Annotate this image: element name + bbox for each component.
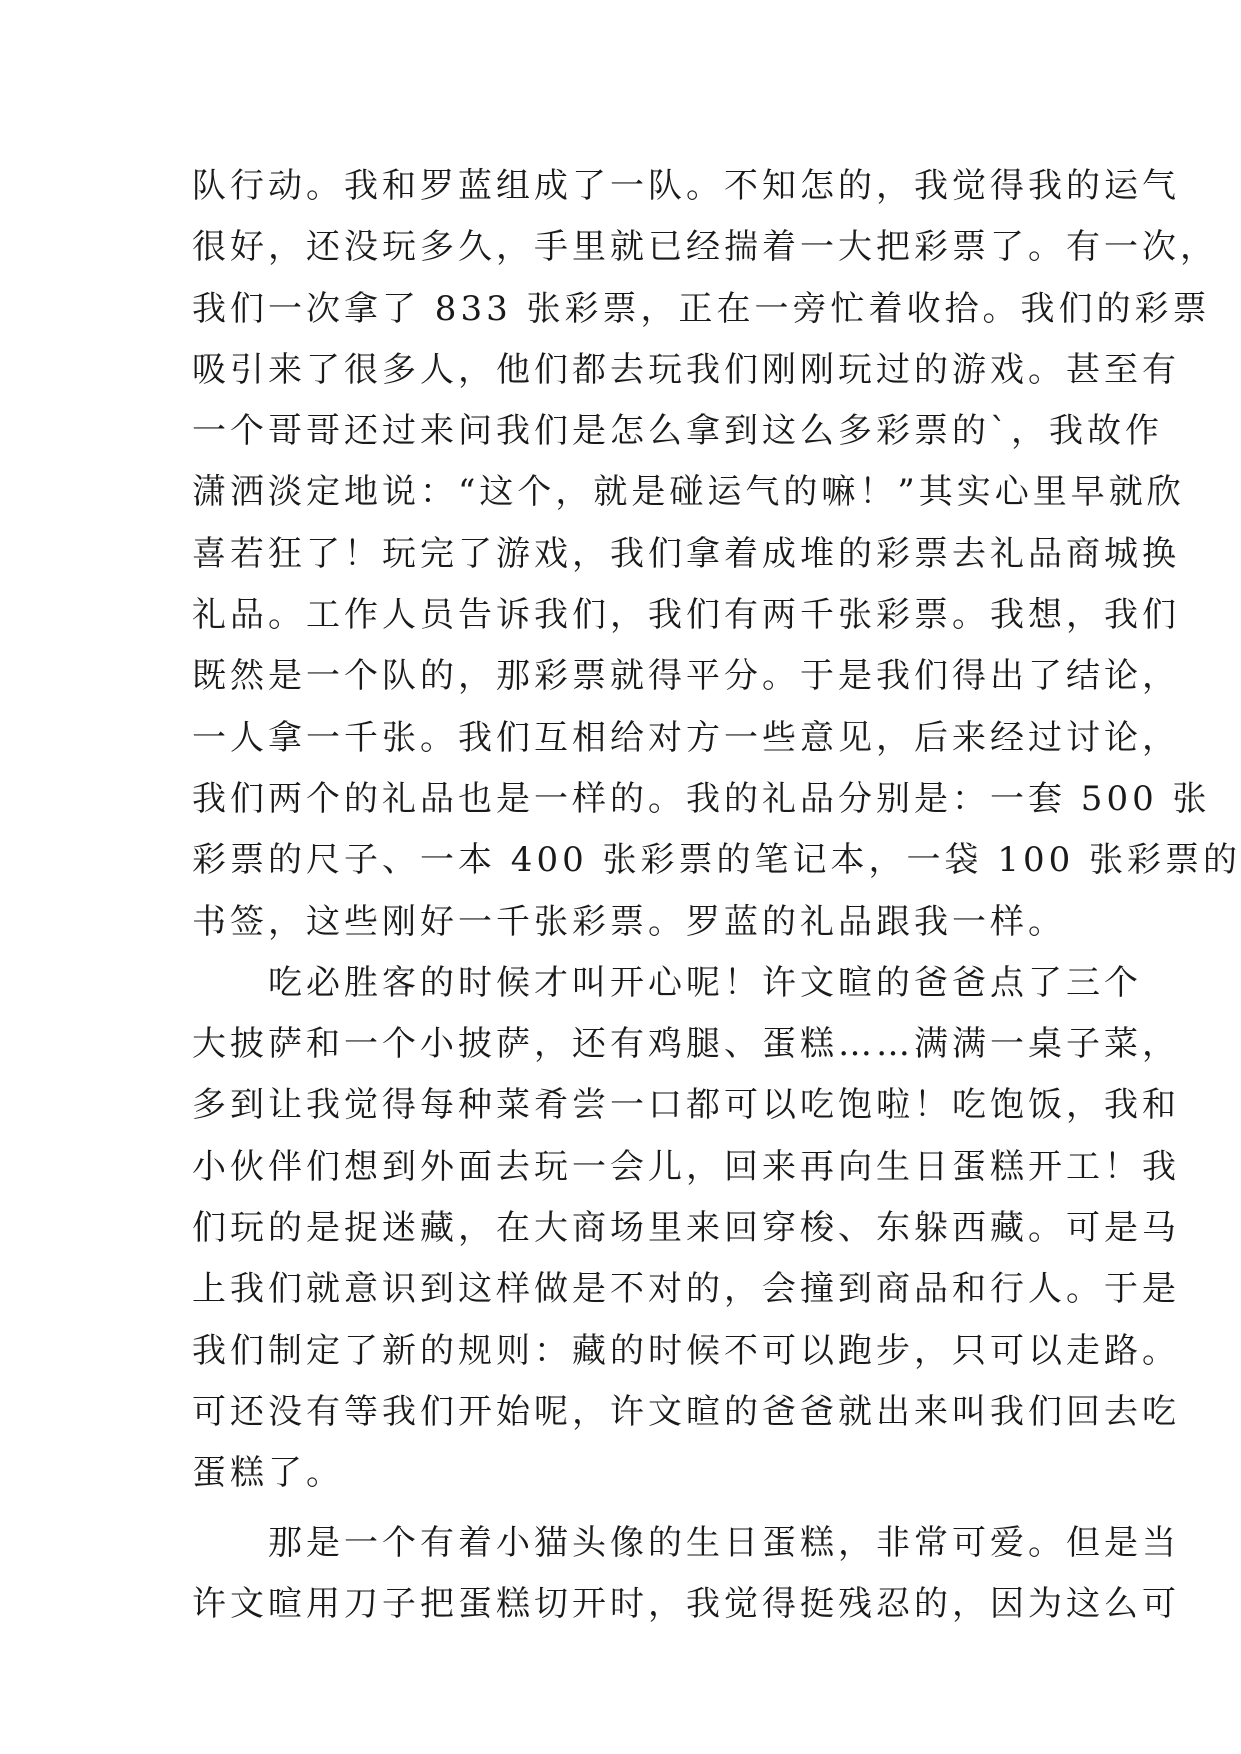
paragraph-3 [192,1513,1180,1636]
text-line: 我们制定了新的规则：藏的时候不可以跑步，只可以走路。 [192,1330,1180,1371]
paragraph-2 [192,953,1180,1505]
paragraph-1 [192,156,1241,953]
text-line: 吸引来了很多人，他们都去玩我们刚刚玩过的游戏。甚至有 [192,349,1180,390]
text-line: 队行动。我和罗蓝组成了一队。不知怎的，我觉得我的运气 [192,166,1180,206]
text-line: 我们两个的礼品也是一样的。我的礼品分别是：一套 500 张 [192,778,1211,819]
text-line: 彩票的尺子、一本 400 张彩票的笔记本，一袋 100 张彩票的 [192,840,1241,881]
text-line: 既然是一个队的，那彩票就得平分。于是我们得出了结论， [192,656,1180,697]
text-line: 们玩的是捉迷藏，在大商场里来回穿梭、东躲西藏。可是马 [192,1208,1180,1249]
body-text [192,156,1241,1635]
text-line: 礼品。工作人员告诉我们，我们有两千张彩票。我想，我们 [192,595,1180,636]
paragraph-spacer [192,1505,1072,1513]
text-line: 可还没有等我们开始呢，许文暄的爸爸就出来叫我们回去吃 [192,1391,1180,1432]
text-line: 小伙伴们想到外面去玩一会儿，回来再向生日蛋糕开工！我 [192,1146,1180,1187]
text-line: 喜若狂了！玩完了游戏，我们拿着成堆的彩票去礼品商城换 [192,533,1180,574]
text-line: 那是一个有着小猫头像的生日蛋糕，非常可爱。但是当 [268,1522,1180,1563]
text-line: 我们一次拿了 833 张彩票，正在一旁忙着收拾。我们的彩票 [192,288,1211,329]
text-line: 上我们就意识到这样做是不对的，会撞到商品和行人。于是 [192,1269,1180,1310]
text-line: 一个哥哥还过来问我们是怎么拿到这么多彩票的`，我故作 [192,411,1163,452]
text-line: 一人拿一千张。我们互相给对方一些意见，后来经过讨论， [192,717,1180,758]
text-line: 书签，这些刚好一千张彩票。罗蓝的礼品跟我一样。 [192,901,1066,942]
text-line: 大披萨和一个小披萨，还有鸡腿、蛋糕……满满一桌子菜， [192,1024,1180,1065]
text-line: 潇洒淡定地说：“这个，就是碰运气的嘛！”其实心里早就欣 [192,472,1185,513]
text-line: 许文暄用刀子把蛋糕切开时，我觉得挺残忍的，因为这么可 [192,1583,1180,1624]
text-line: 吃必胜客的时候才叫开心呢！许文暄的爸爸点了三个 [268,962,1142,1003]
text-line: 很好，还没玩多久，手里就已经揣着一大把彩票了。有一次， [192,227,1218,268]
text-line: 蛋糕了。 [192,1453,344,1494]
text-line: 多到让我觉得每种菜肴尝一口都可以吃饱啦！吃饱饭，我和 [192,1085,1180,1126]
